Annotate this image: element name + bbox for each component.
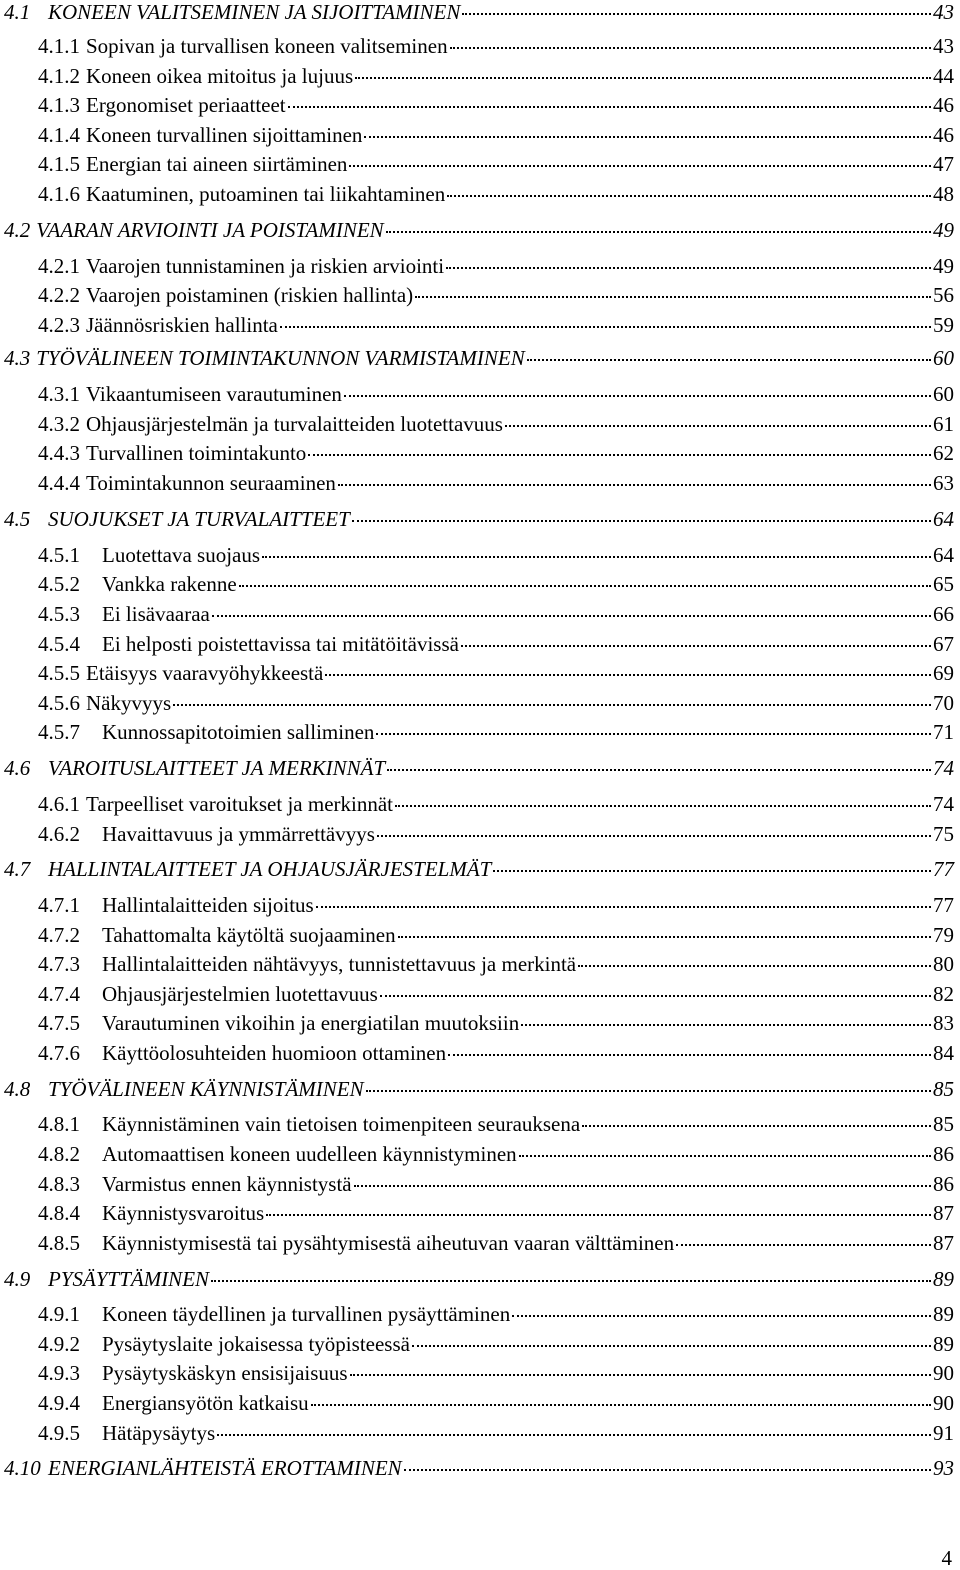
dot-leader	[239, 585, 931, 587]
toc-entry-number: 4.1.4	[38, 123, 80, 147]
toc-entry-title: Toimintakunnon seuraaminen	[86, 471, 336, 495]
toc-entry-title: Hallintalaitteiden nähtävyys, tunnistettavuus ja merkintä	[102, 952, 577, 976]
toc-entry-page: 64	[933, 507, 954, 531]
toc-entry-title: Havaittavuus ja ymmärrettävyys	[102, 822, 375, 846]
toc-entry	[38, 1302, 954, 1326]
dot-leader	[377, 835, 931, 837]
toc-entry-page: 56	[933, 283, 954, 307]
toc-entry-number: 4.5.6	[38, 691, 80, 715]
toc-entry-page: 69	[933, 661, 954, 685]
toc-entry-number: 4.7.2	[38, 923, 80, 947]
toc-entry-page: 71	[933, 720, 954, 744]
toc-entry-title: TYÖVÄLINEEN KÄYNNISTÄMINEN	[48, 1077, 364, 1101]
toc-entry	[4, 218, 954, 242]
toc-entry-title: Luotettava suojaus	[102, 543, 261, 567]
toc-entry	[38, 1361, 954, 1385]
toc-entry	[38, 893, 954, 917]
toc-entry	[4, 0, 954, 24]
toc-entry-page: 87	[933, 1231, 954, 1255]
toc-entry-number: 4.9.5	[38, 1421, 80, 1445]
toc-entry-number: 4.7.3	[38, 952, 80, 976]
toc-entry-page: 67	[933, 632, 954, 656]
toc-entry-page: 64	[933, 543, 954, 567]
toc-entry	[38, 254, 954, 278]
toc-entry-page: 86	[933, 1172, 954, 1196]
toc-entry-page: 85	[933, 1077, 954, 1101]
toc-entry-page: 89	[933, 1332, 954, 1356]
dot-leader	[364, 136, 931, 138]
dot-leader	[450, 47, 931, 49]
toc-entry-title: Automaattisen koneen uudelleen käynnistyminen	[102, 1142, 517, 1166]
toc-entry-number: 4.5	[4, 507, 31, 531]
dot-leader	[376, 733, 931, 735]
toc-entry-title: Käynnistäminen vain tietoisen toimenpiteen seurauksena	[102, 1112, 581, 1136]
dot-leader	[386, 231, 931, 233]
dot-leader	[521, 1024, 931, 1026]
toc-entry	[38, 152, 954, 176]
dot-leader	[447, 195, 931, 197]
toc-entry-title: VAARAN ARVIOINTI JA POISTAMINEN	[36, 218, 384, 242]
toc-entry-number: 4.3.1	[38, 382, 80, 406]
toc-entry-title: ENERGIANLÄHTEISTÄ EROTTAMINEN	[48, 1456, 402, 1480]
dot-leader	[461, 645, 931, 647]
dot-leader	[527, 359, 931, 361]
toc-entry-title: Tahattomalta käytöltä suojaaminen	[102, 923, 396, 947]
toc-entry-number: 4.1.6	[38, 182, 80, 206]
toc-entry-number: 4.2	[4, 218, 31, 242]
toc-entry-page: 47	[933, 152, 954, 176]
dot-leader	[395, 805, 931, 807]
toc-entry	[38, 1041, 954, 1065]
toc-entry-number: 4.5.4	[38, 632, 80, 656]
dot-leader	[676, 1244, 931, 1246]
toc-entry-number: 4.8.2	[38, 1142, 80, 1166]
toc-entry	[38, 34, 954, 58]
dot-leader	[288, 106, 931, 108]
toc-entry-page: 91	[933, 1421, 954, 1445]
dot-leader	[355, 77, 931, 79]
dot-leader	[262, 556, 931, 558]
dot-leader	[349, 165, 931, 167]
toc-entry-title: Ergonomiset periaatteet	[86, 93, 286, 117]
toc-entry-number: 4.7.1	[38, 893, 80, 917]
toc-entry	[38, 182, 954, 206]
toc-entry-page: 77	[933, 857, 954, 881]
page-number: 4	[941, 1546, 952, 1570]
toc-entry-number: 4.1.3	[38, 93, 80, 117]
toc-entry-title: Ei lisävaaraa	[102, 602, 210, 626]
dot-leader	[415, 296, 931, 298]
toc-entry-page: 48	[933, 182, 954, 206]
toc-entry-title: Koneen oikea mitoitus ja lujuus	[86, 64, 354, 88]
toc-entry-title: Tarpeelliset varoitukset ja merkinnät	[86, 792, 394, 816]
toc-entry-number: 4.8.3	[38, 1172, 80, 1196]
toc-entry-title: Energiansyötön katkaisu	[102, 1391, 309, 1415]
toc-entry-page: 82	[933, 982, 954, 1006]
toc-entry-title: Ohjausjärjestelmän ja turvalaitteiden luotettavuus	[86, 412, 503, 436]
toc-entry-page: 61	[933, 412, 954, 436]
toc-entry-page: 90	[933, 1391, 954, 1415]
toc-entry	[38, 822, 954, 846]
toc-entry-title: Vaarojen tunnistaminen ja riskien arviointi	[86, 254, 445, 278]
toc-entry-page: 70	[933, 691, 954, 715]
toc-entry	[38, 923, 954, 947]
toc-entry-number: 4.8.4	[38, 1201, 80, 1225]
dot-leader	[398, 936, 931, 938]
toc-entry-number: 4.2.2	[38, 283, 80, 307]
toc-entry-page: 49	[933, 254, 954, 278]
toc-entry-title: Ei helposti poistettavissa tai mitätöitävissä	[102, 632, 459, 656]
toc-entry-number: 4.7.4	[38, 982, 80, 1006]
toc-entry	[38, 1011, 954, 1035]
toc-entry-number: 4.6.1	[38, 792, 80, 816]
dot-leader	[217, 1434, 931, 1436]
dot-leader	[446, 267, 931, 269]
toc-entry-number: 4.9	[4, 1267, 31, 1291]
toc-entry-page: 86	[933, 1142, 954, 1166]
dot-leader	[316, 906, 931, 908]
dot-leader	[211, 1280, 931, 1282]
toc-entry-title: Käynnistymisestä tai pysähtymisestä aiheutuvan vaaran välttäminen	[102, 1231, 675, 1255]
toc-entry-page: 63	[933, 471, 954, 495]
toc-entry-title: Koneen täydellinen ja turvallinen pysäyttäminen	[102, 1302, 511, 1326]
dot-leader	[266, 1214, 931, 1216]
toc-entry	[38, 952, 954, 976]
toc-entry-page: 62	[933, 441, 954, 465]
toc-entry-title: Varautuminen vikoihin ja energiatilan muutoksiin	[102, 1011, 520, 1035]
toc-entry-number: 4.2.1	[38, 254, 80, 278]
toc-entry	[4, 1077, 954, 1101]
toc-entry-title: Turvallinen toimintakunto	[86, 441, 307, 465]
toc-entry-title: Varmistus ennen käynnistystä	[102, 1172, 352, 1196]
toc-entry	[38, 1421, 954, 1445]
dot-leader	[350, 1374, 931, 1376]
dot-leader	[493, 870, 931, 872]
toc-entry-title: Energian tai aineen siirtäminen	[86, 152, 348, 176]
toc-entry-page: 46	[933, 123, 954, 147]
toc-entry-number: 4.9.4	[38, 1391, 80, 1415]
toc-entry-page: 89	[933, 1267, 954, 1291]
dot-leader	[578, 965, 931, 967]
toc-entry-number: 4.1.2	[38, 64, 80, 88]
toc-entry-page: 46	[933, 93, 954, 117]
toc-entry-number: 4.9.3	[38, 1361, 80, 1385]
toc-entry	[38, 283, 954, 307]
toc-entry-number: 4.3.2	[38, 412, 80, 436]
toc-entry-page: 83	[933, 1011, 954, 1035]
dot-leader	[344, 395, 931, 397]
dot-leader	[380, 995, 931, 997]
toc-entry-number: 4.8.5	[38, 1231, 80, 1255]
toc-entry-number: 4.4.3	[38, 441, 80, 465]
toc-entry-number: 4.5.3	[38, 602, 80, 626]
toc-entry	[38, 412, 954, 436]
toc-entry-number: 4.8	[4, 1077, 31, 1101]
toc-entry	[38, 632, 954, 656]
toc-entry-title: Pysäytyskäskyn ensisijaisuus	[102, 1361, 348, 1385]
toc-entry	[38, 602, 954, 626]
toc-entry-number: 4.7.6	[38, 1041, 80, 1065]
dot-leader	[582, 1125, 931, 1127]
toc-entry	[4, 507, 954, 531]
toc-entry	[38, 1231, 954, 1255]
toc-entry	[38, 1142, 954, 1166]
toc-entry	[38, 93, 954, 117]
toc-entry	[38, 313, 954, 337]
toc-entry-page: 74	[933, 792, 954, 816]
toc-entry-page: 75	[933, 822, 954, 846]
toc-entry	[38, 1391, 954, 1415]
toc-entry	[38, 123, 954, 147]
toc-entry-number: 4.2.3	[38, 313, 80, 337]
toc-entry-number: 4.1.5	[38, 152, 80, 176]
toc-entry-page: 93	[933, 1456, 954, 1480]
toc-entry-number: 4.10	[4, 1456, 41, 1480]
dot-leader	[212, 615, 931, 617]
dot-leader	[505, 425, 931, 427]
toc-entry-page: 87	[933, 1201, 954, 1225]
toc-entry-number: 4.6.2	[38, 822, 80, 846]
toc-entry-number: 4.5.2	[38, 572, 80, 596]
toc-entry	[38, 382, 954, 406]
toc-entry	[4, 1267, 954, 1291]
toc-entry-page: 74	[933, 756, 954, 780]
toc-entry	[38, 1172, 954, 1196]
toc-entry	[4, 857, 954, 881]
dot-leader	[462, 13, 931, 15]
toc-entry-number: 4.5.7	[38, 720, 80, 744]
toc-entry-title: Koneen turvallinen sijoittaminen	[86, 123, 363, 147]
toc-entry-page: 79	[933, 923, 954, 947]
toc-entry-number: 4.4.4	[38, 471, 80, 495]
toc-entry-page: 77	[933, 893, 954, 917]
toc-entry	[4, 346, 954, 370]
toc-entry	[38, 1112, 954, 1136]
toc-entry-title: HALLINTALAITTEET JA OHJAUSJÄRJESTELMÄT	[48, 857, 492, 881]
toc-entry	[38, 1201, 954, 1225]
toc-entry-page: 89	[933, 1302, 954, 1326]
dot-leader	[412, 1345, 931, 1347]
toc-entry	[38, 471, 954, 495]
toc-entry-title: Vankka rakenne	[102, 572, 237, 596]
toc-entry-title: Etäisyys vaaravyöhykkeestä	[86, 661, 324, 685]
toc-entry-number: 4.9.1	[38, 1302, 80, 1326]
dot-leader	[512, 1315, 931, 1317]
dot-leader	[338, 484, 931, 486]
toc-entry	[4, 756, 954, 780]
toc-entry	[38, 64, 954, 88]
toc-entry	[38, 691, 954, 715]
toc-entry-number: 4.6	[4, 756, 31, 780]
toc-entry	[4, 1456, 954, 1480]
toc-entry-number: 4.7	[4, 857, 31, 881]
toc-entry-number: 4.3	[4, 346, 31, 370]
toc-entry-number: 4.5.1	[38, 543, 80, 567]
toc-entry	[38, 572, 954, 596]
toc-entry-title: Käyttöolosuhteiden huomioon ottaminen	[102, 1041, 447, 1065]
toc-entry	[38, 982, 954, 1006]
toc-entry-title: Pysäytyslaite jokaisessa työpisteessä	[102, 1332, 410, 1356]
toc-entry	[38, 441, 954, 465]
toc-entry-title: Käynnistysvaroitus	[102, 1201, 265, 1225]
toc-entry-title: KONEEN VALITSEMINEN JA SIJOITTAMINEN	[48, 0, 461, 24]
toc-entry-title: Sopivan ja turvallisen koneen valitseminen	[86, 34, 448, 58]
toc-entry-title: Vikaantumiseen varautuminen	[86, 382, 342, 406]
toc-entry-page: 60	[933, 346, 954, 370]
toc-entry-number: 4.7.5	[38, 1011, 80, 1035]
toc-entry-title: VAROITUSLAITTEET JA MERKINNÄT	[48, 756, 386, 780]
toc-entry-title: Jäännösriskien hallinta	[86, 313, 278, 337]
dot-leader	[308, 454, 931, 456]
dot-leader	[387, 769, 931, 771]
dot-leader	[354, 1185, 931, 1187]
toc-entry-page: 49	[933, 218, 954, 242]
toc-entry-number: 4.1.1	[38, 34, 80, 58]
toc-entry-page: 90	[933, 1361, 954, 1385]
toc-entry	[38, 1332, 954, 1356]
dot-leader	[280, 326, 931, 328]
toc-entry-page: 44	[933, 64, 954, 88]
toc-entry-title: Hallintalaitteiden sijoitus	[102, 893, 314, 917]
dot-leader	[366, 1090, 931, 1092]
dot-leader	[173, 704, 931, 706]
dot-leader	[352, 520, 931, 522]
toc-entry	[38, 720, 954, 744]
toc-entry-page: 80	[933, 952, 954, 976]
dot-leader	[404, 1469, 931, 1471]
toc-entry-title: SUOJUKSET JA TURVALAITTEET	[48, 507, 350, 531]
toc-entry-number: 4.9.2	[38, 1332, 80, 1356]
toc-entry-title: Kunnossapitotoimien salliminen	[102, 720, 375, 744]
toc-entry-page: 85	[933, 1112, 954, 1136]
toc-entry-page: 65	[933, 572, 954, 596]
toc-entry-title: Näkyvyys	[86, 691, 172, 715]
toc-entry-number: 4.5.5	[38, 661, 80, 685]
toc-entry	[38, 792, 954, 816]
toc-entry-page: 60	[933, 382, 954, 406]
toc-entry	[38, 543, 954, 567]
dot-leader	[311, 1404, 931, 1406]
toc-entry-number: 4.1	[4, 0, 31, 24]
toc-entry-page: 43	[933, 0, 954, 24]
toc-entry-title: TYÖVÄLINEEN TOIMINTAKUNNON VARMISTAMINEN	[36, 346, 525, 370]
toc-entry	[38, 661, 954, 685]
toc-entry-number: 4.8.1	[38, 1112, 80, 1136]
toc-entry-title: Vaarojen poistaminen (riskien hallinta)	[86, 283, 414, 307]
dot-leader	[448, 1054, 931, 1056]
toc-entry-page: 43	[933, 34, 954, 58]
toc-entry-title: Ohjausjärjestelmien luotettavuus	[102, 982, 378, 1006]
dot-leader	[519, 1155, 931, 1157]
toc-entry-page: 59	[933, 313, 954, 337]
toc-entry-page: 84	[933, 1041, 954, 1065]
toc-entry-title: Hätäpysäytys	[102, 1421, 216, 1445]
toc-entry-page: 66	[933, 602, 954, 626]
toc-entry-title: Kaatuminen, putoaminen tai liikahtaminen	[86, 182, 446, 206]
dot-leader	[325, 674, 931, 676]
toc-entry-title: PYSÄYTTÄMINEN	[48, 1267, 210, 1291]
